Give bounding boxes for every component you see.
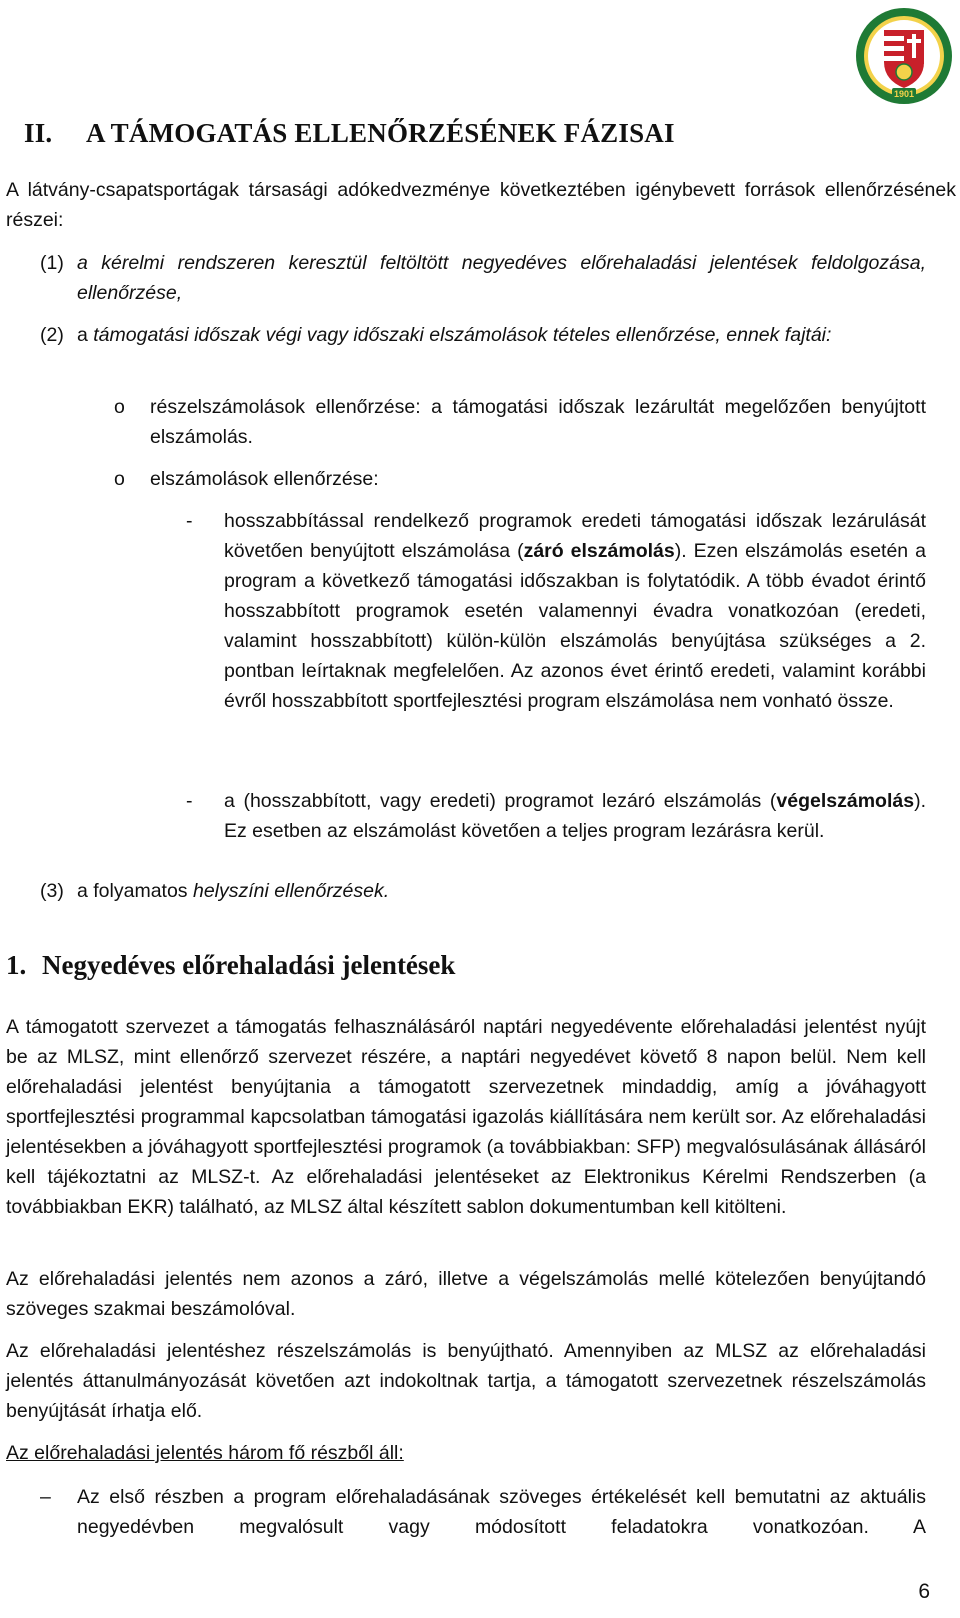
list-item-italic: helyszíni ellenőrzések. bbox=[192, 880, 390, 902]
body-paragraph: A támogatott szervezet a támogatás felhasználásáról naptári negyedévente előrehaladási jelentést nyújt be az MLSZ, mint ellenőrző szervezet részére, a naptári negyedévet követő 8 napon belül. Nem kell előrehaladási jelentést benyújtania a támogatott szervezetnek mindaddig, amíg a jóváhagyott sportfejlesztési programmal kapcsolatban támogatási igazolás kiállítására nem került sor. Az előrehaladási jelentésekben a jóváhagyott sportfejlesztési programok (a továbbiakban: SFP) megvalósulásának állásáról kell tájékoztatni az MLSZ-t. Az előrehaladási jelentéseket az Elektronikus Kérelmi Rendszerben (a továbbiakban EKR) található, az MLSZ által készített sablon dokumentumban kell kitölteni. bbox=[6, 1016, 926, 1218]
dash-text: a (hosszabbított, vagy eredeti) programot lezáró elszámolás ( bbox=[224, 790, 777, 812]
logo-year: 1901 bbox=[893, 89, 915, 99]
bullet-list-item: Az első részben a program előrehaladásának szöveges értékelését kell bemutatni az aktuális negyedévben megvalósult vagy módosított feladatokra vonatkozóan. A bbox=[77, 1486, 926, 1538]
dash-text: ). Ezen elszámolás esetén a program a következő támogatási időszakban is folytatódik. A több évadot érintő hosszabbított programok esetén valamennyi évadra vonatkozóan (eredeti, valamint hosszabbított) külön-külön elszámolás benyújtása szükséges a 2. pontban leírtaknak megfelelően. Az azonos évet érintő eredeti, valamint korábbi évről hosszabbított sportfejlesztési program elszámolása nem vonható össze. bbox=[224, 540, 926, 712]
page-number: 6 bbox=[918, 1580, 930, 1603]
subsection-title: Negyedéves előrehaladási jelentések bbox=[42, 950, 456, 980]
underlined-heading: Az előrehaladási jelentés három fő részből áll: bbox=[6, 1442, 404, 1464]
subsection-heading bbox=[6, 950, 455, 981]
dash-list-item bbox=[224, 506, 926, 716]
dash-bullet-icon: – bbox=[40, 1486, 51, 1508]
body-paragraph: Az előrehaladási jelentés nem azonos a záró, illetve a végelszámolás mellé kötelezően benyújtandó szöveges szakmai beszámolóval. bbox=[6, 1268, 926, 1320]
circle-bullet-icon: o bbox=[114, 468, 125, 490]
dash-bold-term: végelszámolás bbox=[776, 790, 915, 812]
section-heading bbox=[24, 118, 675, 149]
list-item bbox=[77, 320, 926, 350]
section-number: II. bbox=[24, 118, 53, 148]
section-title: A TÁMOGATÁS ELLENŐRZÉSÉNEK FÁZISAI bbox=[86, 118, 675, 148]
list-item-plain: a folyamatos bbox=[77, 880, 193, 902]
dash-bold-term: záró elszámolás bbox=[523, 540, 675, 562]
subsection-number: 1. bbox=[6, 950, 27, 980]
dash-text: hosszabbítással rendelkező programok eredeti támogatási időszak lezárulását követően benyújtott elszámolása ( bbox=[224, 510, 926, 562]
item-label: (1) bbox=[40, 252, 64, 274]
intro-paragraph: A látvány-csapatsportágak társasági adókedvezménye következtében igénybevett források ellenőrzésének részei: bbox=[6, 179, 956, 231]
mlsz-crest-logo bbox=[854, 6, 954, 106]
list-item: a kérelmi rendszeren keresztül feltöltött negyedéves előrehaladási jelentések feldolgozása, ellenőrzése, bbox=[77, 252, 926, 304]
dash-list-item bbox=[224, 786, 926, 846]
sub-list-item: elszámolások ellenőrzése: bbox=[150, 468, 379, 490]
dash-bullet-icon: - bbox=[186, 790, 193, 812]
list-item bbox=[77, 876, 926, 906]
circle-bullet-icon: o bbox=[114, 396, 125, 418]
item-label: (3) bbox=[40, 880, 64, 902]
dash-bullet-icon: - bbox=[186, 510, 193, 532]
dash-text: ). Ez esetben az elszámolást követően a teljes program lezárásra kerül. bbox=[224, 790, 926, 842]
sub-list-item: részelszámolások ellenőrzése: a támogatási időszak lezárultát megelőzően benyújtott elszámolás. bbox=[150, 396, 926, 448]
item-label: (2) bbox=[40, 324, 64, 346]
list-item-plain: a bbox=[77, 324, 94, 346]
list-item-italic: támogatási időszak végi vagy időszaki elszámolások tételes ellenőrzése, ennek fajtái: bbox=[93, 324, 832, 346]
body-paragraph: Az előrehaladási jelentéshez részelszámolás is benyújtható. Amennyiben az MLSZ az előrehaladási jelentés áttanulmányozását követően azt indokoltnak tartja, a támogatott szervezetnek részelszámolás benyújtását írhatja elő. bbox=[6, 1340, 926, 1422]
